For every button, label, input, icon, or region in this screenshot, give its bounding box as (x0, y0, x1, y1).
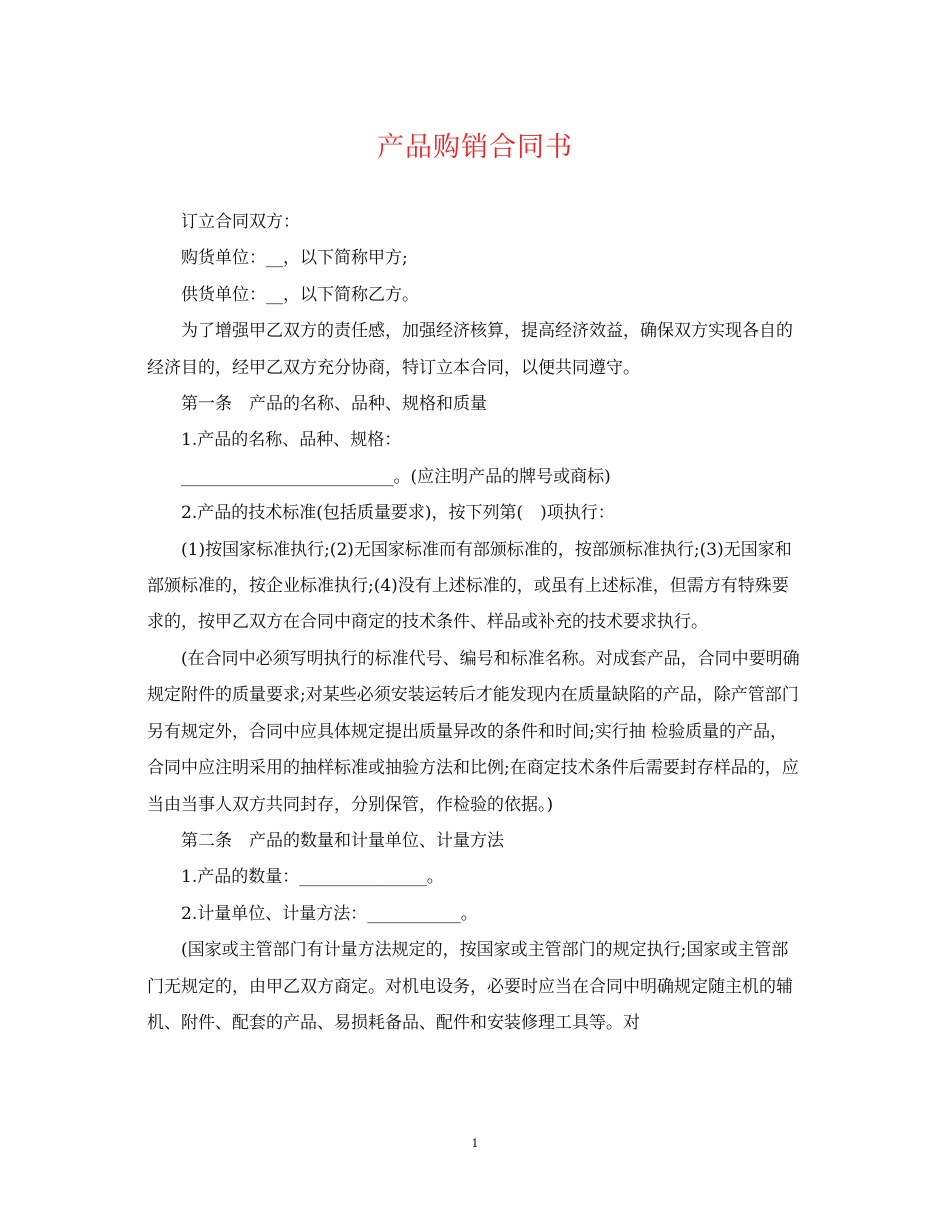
document-title: 产品购销合同书 (377, 132, 573, 163)
paragraph-standard-options: (1)按国家标准执行;(2)无国家标准而有部颁标准的，按部颁标准执行;(3)无国家和部颁标准的，按企业标准执行;(4)没有上述标准的，或虽有上述标准，但需方有特殊要求的，按甲乙双方在合同中商定的技术条件、样品或补充的技术要求执行。 (147, 539, 792, 633)
paragraph-measurement: 2.计量单位、计量方法：___________。 (181, 903, 478, 924)
paragraph-purpose: 为了增强甲乙双方的责任感，加强经济核算，提高经济效益，确保双方实现各自的经济目的，经甲乙双方充分协商，特订立本合同，以便共同遵守。 (147, 321, 793, 378)
paragraph-supplier: 供货单位：__，以下简称乙方。 (181, 284, 419, 305)
paragraph-technical-standard: 2.产品的技术标准(包括质量要求)，按下列第( )项执行： (181, 503, 615, 524)
paragraph-parties-heading: 订立合同双方： (181, 212, 300, 232)
paragraph-measurement-notes: (国家或主管部门有计量方法规定的，按国家或主管部门的规定执行;国家或主管部门无规定的，由甲乙双方商定。对机电设务，必要时应当在合同中明确规定随主机的辅机、附件、配套的产品、易损耗备品、配件和安装修理工具等。对 (147, 940, 793, 1033)
paragraph-product-name: 1.产品的名称、品种、规格： (181, 430, 402, 451)
paragraph-quantity: 1.产品的数量：_______________。 (181, 867, 444, 888)
paragraph-standard-notes: (在合同中必须写明执行的标准代号、编号和标准名称。对成套产品，合同中要明确规定附件的质量要求;对某些必须安装运转后才能发现内在质量缺陷的产品，除产管部门另有规定外，合同中应具体规定提出质量异改的条件和时间;实行抽 检验质量的产品，合同中应注明采用的抽样标准或抽验方法和比例;在商定技术条件后需要封存样品的，应当由当事人双方共同封存，分别保管，作检验的依据。) (147, 648, 800, 815)
document-body (147, 204, 802, 1041)
page-number: 1 (471, 1137, 479, 1150)
paragraph-product-name-blank: _________________________。(应注明产品的牌号或商标) (181, 466, 611, 487)
paragraph-buyer: 购货单位：__，以下简称甲方; (181, 248, 408, 269)
article-1-heading: 第一条 产品的名称、品种、规格和质量 (181, 394, 487, 415)
article-2-heading: 第二条 产品的数量和计量单位、计量方法 (181, 830, 504, 851)
